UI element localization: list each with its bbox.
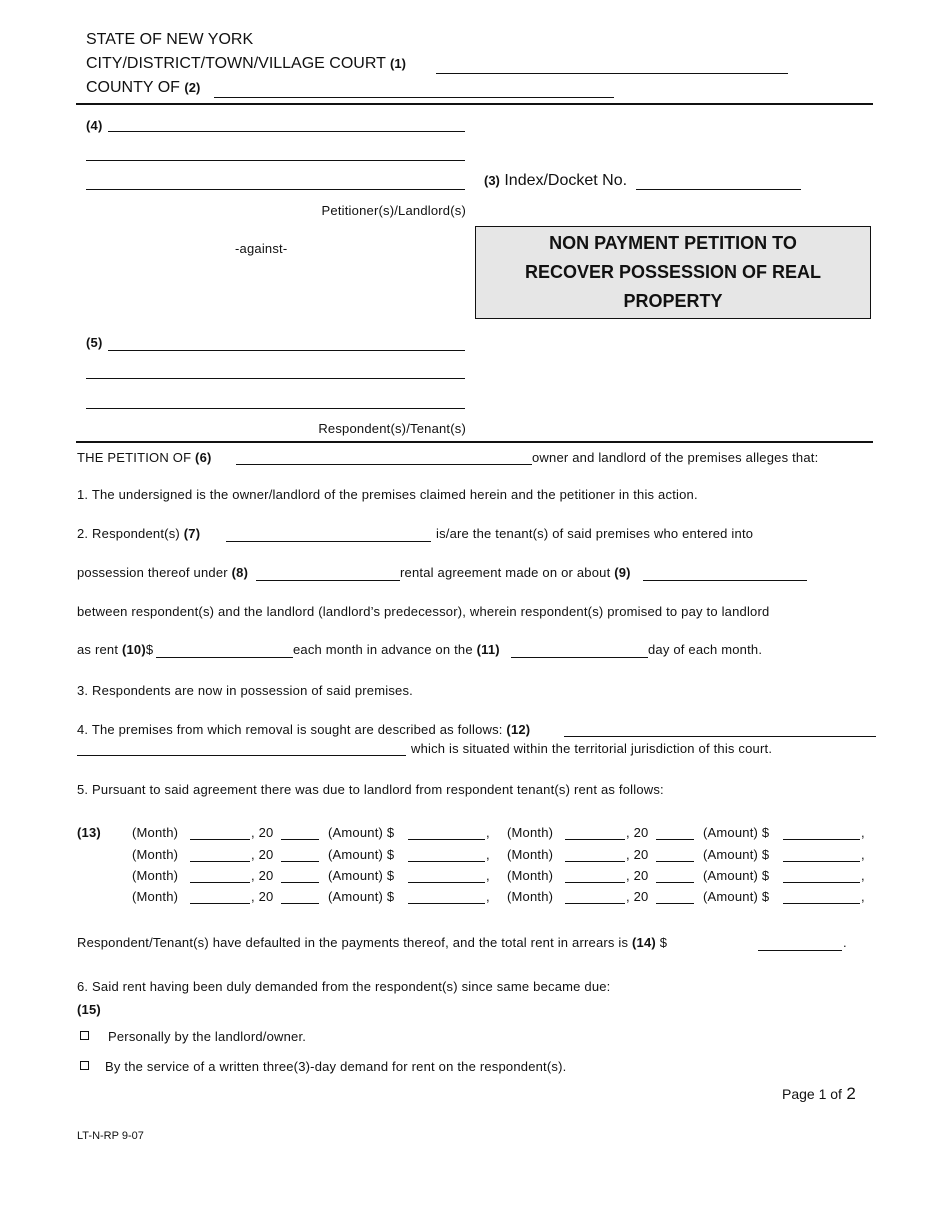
- county-label: COUNTY OF: [86, 79, 180, 96]
- amount-field-8[interactable]: [783, 903, 860, 904]
- petitioner-field-line-1[interactable]: [108, 131, 465, 132]
- petition-tail-text: owner and landlord of the premises alleges that:: [532, 450, 819, 465]
- petition-of-label: [77, 450, 212, 465]
- court-label: CITY/DISTRICT/TOWN/VILLAGE COURT: [86, 55, 386, 72]
- year-field-7[interactable]: [281, 903, 319, 904]
- index-docket: [484, 172, 627, 190]
- p6-field-number: (15): [77, 1002, 101, 1017]
- month-label: (Month): [507, 825, 554, 840]
- petitioner-field-line-3[interactable]: [86, 189, 465, 190]
- amount-comma: ,: [486, 825, 490, 840]
- year-prefix: , 20: [626, 825, 649, 840]
- personal-demand-label: Personally by the landlord/owner.: [108, 1029, 307, 1044]
- month-field-7[interactable]: [190, 903, 250, 904]
- p2-possession-line: [77, 565, 248, 580]
- month-label: (Month): [132, 889, 179, 904]
- amount-comma: ,: [861, 825, 865, 840]
- p2-agreement-line: [400, 565, 631, 580]
- amount-label: (Amount) $: [703, 868, 770, 883]
- amount-field-5[interactable]: [408, 882, 485, 883]
- p2-agreement-text: rental agreement made on or about: [400, 565, 611, 580]
- month-label: (Month): [507, 889, 554, 904]
- paragraph-6: 6. Said rent having been duly demanded from the respondent(s) since same became due:: [77, 979, 611, 994]
- page-total: 2: [846, 1084, 856, 1103]
- paragraph-4-start: [77, 722, 530, 737]
- respondent-field-line-3[interactable]: [86, 408, 465, 409]
- title-line-1: NON PAYMENT PETITION TO: [549, 233, 797, 253]
- amount-comma: ,: [486, 889, 490, 904]
- month-field-8[interactable]: [565, 903, 625, 904]
- petitioner-field-line-2[interactable]: [86, 160, 465, 161]
- p2-field-number-7: (7): [183, 526, 201, 541]
- agreement-date-field[interactable]: [643, 580, 807, 581]
- amount-comma: ,: [861, 889, 865, 904]
- year-field-2[interactable]: [656, 839, 694, 840]
- year-prefix: , 20: [626, 889, 649, 904]
- respondent-field-line-2[interactable]: [86, 378, 465, 379]
- year-field-1[interactable]: [281, 839, 319, 840]
- p2-dollar-sign: $: [145, 642, 154, 657]
- p2-field-number-9: (9): [614, 565, 631, 580]
- p4-text: 4. The premises from which removal is sought are described as follows:: [77, 722, 503, 737]
- p2-day-text: day of each month.: [648, 642, 763, 657]
- p5-field-number: (13): [77, 825, 101, 840]
- state-heading: STATE OF NEW YORK: [86, 31, 254, 48]
- month-field-3[interactable]: [190, 861, 250, 862]
- p2-advance-line: [293, 642, 500, 657]
- default-field-number: (14): [632, 935, 656, 950]
- amount-field-4[interactable]: [783, 861, 860, 862]
- p4-jurisdiction-text: which is situated within the territorial jurisdiction of this court.: [411, 741, 773, 756]
- amount-label: (Amount) $: [328, 868, 395, 883]
- amount-comma: ,: [861, 868, 865, 883]
- amount-label: (Amount) $: [703, 889, 770, 904]
- amount-field-3[interactable]: [408, 861, 485, 862]
- p2-advance-text: each month in advance on the: [293, 642, 473, 657]
- caption-divider: [76, 441, 873, 443]
- form-id: LT-N-RP 9-07: [77, 1130, 144, 1142]
- year-prefix: , 20: [626, 868, 649, 883]
- index-field-number: (3): [484, 173, 500, 188]
- monthly-rent-field[interactable]: [156, 657, 293, 658]
- against-label: -against-: [235, 241, 288, 256]
- p2-field-number-10: (10): [121, 642, 146, 657]
- year-field-3[interactable]: [281, 861, 319, 862]
- month-label: (Month): [507, 868, 554, 883]
- court-heading: [86, 55, 406, 73]
- year-prefix: , 20: [626, 847, 649, 862]
- default-dollar-sign: $: [659, 935, 668, 950]
- index-label: Index/Docket No.: [504, 172, 628, 189]
- p2-field-number-11: (11): [476, 642, 500, 657]
- title-line-3: PROPERTY: [623, 291, 723, 311]
- month-field-5[interactable]: [190, 882, 250, 883]
- personal-demand-checkbox[interactable]: [80, 1031, 89, 1040]
- year-prefix: , 20: [251, 868, 274, 883]
- amount-field-1[interactable]: [408, 839, 485, 840]
- page-number: [782, 1084, 856, 1104]
- p4-field-number: (12): [506, 722, 531, 737]
- amount-field-7[interactable]: [408, 903, 485, 904]
- petition-of-text: THE PETITION OF: [77, 450, 192, 465]
- index-docket-field[interactable]: [636, 189, 801, 190]
- paragraph-1: 1. The undersigned is the owner/landlord of the premises claimed herein and the petitioner in this action.: [77, 487, 698, 502]
- petition-field-number: (6): [195, 450, 212, 465]
- year-field-6[interactable]: [656, 882, 694, 883]
- respondent-label: Respondent(s)/Tenant(s): [318, 421, 466, 436]
- p2-between-text: between respondent(s) and the landlord (landlord’s predecessor), wherein respondent(s) promised to pay to landlord: [77, 604, 770, 619]
- premises-description-field-2[interactable]: [77, 755, 406, 756]
- agreement-type-field[interactable]: [256, 580, 400, 581]
- respondent-field-line-1[interactable]: [108, 350, 465, 351]
- month-label: (Month): [132, 847, 179, 862]
- due-day-field[interactable]: [511, 657, 648, 658]
- title-line-2: RECOVER POSSESSION OF REAL: [524, 262, 822, 282]
- year-prefix: , 20: [251, 825, 274, 840]
- default-period: .: [843, 935, 847, 950]
- year-field-8[interactable]: [656, 903, 694, 904]
- court-field-number: (1): [390, 56, 406, 71]
- page-number-prefix: Page 1 of: [782, 1086, 842, 1102]
- paragraph-5: 5. Pursuant to said agreement there was due to landlord from respondent tenant(s) rent as follows:: [77, 782, 664, 797]
- paragraph-2-start: [77, 526, 200, 541]
- year-prefix: , 20: [251, 847, 274, 862]
- document-title-box: [475, 226, 871, 319]
- amount-field-2[interactable]: [783, 839, 860, 840]
- amount-comma: ,: [486, 847, 490, 862]
- month-label: (Month): [132, 868, 179, 883]
- p2-tenants-text: is/are the tenant(s) of said premises who entered into: [436, 526, 754, 541]
- p2-field-number-8: (8): [231, 565, 249, 580]
- court-field[interactable]: [436, 73, 788, 74]
- year-field-5[interactable]: [281, 882, 319, 883]
- total-arrears-field[interactable]: [758, 950, 842, 951]
- respondent-names-field[interactable]: [226, 541, 431, 542]
- amount-label: (Amount) $: [328, 889, 395, 904]
- written-demand-label: By the service of a written three(3)-day demand for rent on the respondent(s).: [105, 1059, 567, 1074]
- year-field-4[interactable]: [656, 861, 694, 862]
- petitioner-name-field[interactable]: [236, 464, 532, 465]
- p2-possession-text: possession thereof under: [77, 565, 228, 580]
- default-text: Respondent/Tenant(s) have defaulted in the payments thereof, and the total rent in arrears is: [77, 935, 629, 950]
- p2-rent-text: as rent: [77, 642, 119, 657]
- amount-field-6[interactable]: [783, 882, 860, 883]
- premises-description-field-1[interactable]: [564, 736, 876, 737]
- amount-comma: ,: [486, 868, 490, 883]
- paragraph-3: 3. Respondents are now in possession of said premises.: [77, 683, 413, 698]
- month-field-1[interactable]: [190, 839, 250, 840]
- county-heading: [86, 79, 200, 97]
- month-field-2[interactable]: [565, 839, 625, 840]
- p2-rent-line: [77, 642, 153, 657]
- year-prefix: , 20: [251, 889, 274, 904]
- month-field-6[interactable]: [565, 882, 625, 883]
- amount-label: (Amount) $: [703, 847, 770, 862]
- default-line: [77, 935, 667, 950]
- header-divider: [76, 103, 873, 105]
- county-field[interactable]: [214, 97, 614, 98]
- county-field-number: (2): [184, 80, 201, 95]
- amount-label: (Amount) $: [328, 825, 395, 840]
- month-label: (Month): [507, 847, 554, 862]
- petitioner-label: Petitioner(s)/Landlord(s): [321, 203, 466, 218]
- written-demand-checkbox[interactable]: [80, 1061, 89, 1070]
- petitioner-field-number: (4): [86, 118, 103, 133]
- amount-label: (Amount) $: [328, 847, 395, 862]
- amount-label: (Amount) $: [703, 825, 770, 840]
- month-label: (Month): [132, 825, 179, 840]
- p2-respondents-text: 2. Respondent(s): [77, 526, 180, 541]
- month-field-4[interactable]: [565, 861, 625, 862]
- respondent-field-number: (5): [86, 335, 103, 350]
- amount-comma: ,: [861, 847, 865, 862]
